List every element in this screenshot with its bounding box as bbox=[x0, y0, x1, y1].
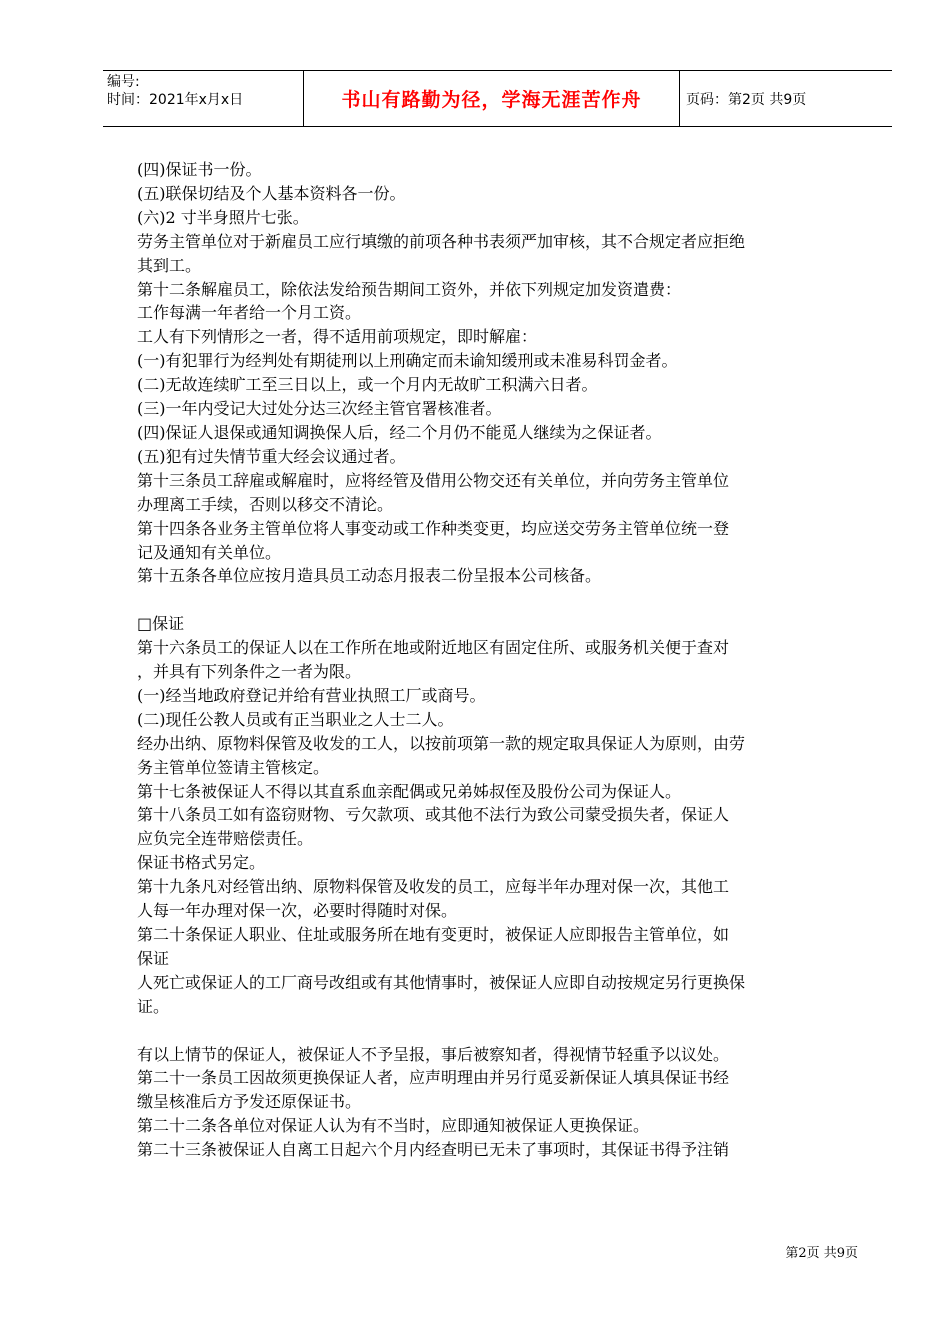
body-line: 办理离工手续，否则以移交不清论。 bbox=[137, 494, 394, 514]
body-line: 工人有下列情形之一者，得不适用前项规定，即时解雇： bbox=[137, 327, 538, 347]
body-line: 第二十三条被保证人自离工日起六个月内经查明已无未了事项时，其保证书得予注销 bbox=[137, 1140, 730, 1160]
page-header bbox=[103, 70, 892, 127]
body-line: (三)一年内受记大过处分达三次经主管官署核准者。 bbox=[137, 399, 502, 419]
body-line: 缴呈核准后方予发还原保证书。 bbox=[137, 1092, 362, 1112]
body-line: 第十九条凡对经管出纳、原物料保管及收发的员工，应每半年办理对保一次，其他工 bbox=[137, 877, 730, 897]
body-line: ，并具有下列条件之一者为限。 bbox=[137, 662, 362, 682]
body-line: 第十二条解雇员工，除依法发给预告期间工资外，并依下列规定加发资遣费： bbox=[137, 279, 682, 299]
header-page-info: 页码：第2页 共9页 bbox=[686, 91, 807, 108]
body-line: (一)有犯罪行为经判处有期徒刑以上刑确定而未谕知缓刑或未准易科罚金者。 bbox=[137, 351, 678, 371]
body-line: 第二十二条各单位对保证人认为有不当时，应即通知被保证人更换保证。 bbox=[137, 1116, 650, 1136]
header-motto: 书山有路勤为径，学海无涯苦作舟 bbox=[304, 71, 680, 126]
body-line: 有以上情节的保证人，被保证人不予呈报，事后被察知者，得视情节轻重予以议处。 bbox=[137, 1044, 730, 1064]
body-line: 其到工。 bbox=[137, 255, 202, 275]
body-line: 人死亡或保证人的工厂商号改组或有其他情事时，被保证人应即自动按规定另行更换保 bbox=[137, 972, 746, 992]
body-line: 第十八条员工如有盗窃财物、亏欠款项、或其他不法行为致公司蒙受损失者，保证人 bbox=[137, 805, 730, 825]
body-line: 工作每满一年者给一个月工资。 bbox=[137, 303, 362, 323]
body-line: □保证 bbox=[137, 614, 185, 634]
blank-line bbox=[137, 588, 857, 612]
page-footer: 第2页 共9页 bbox=[785, 1246, 858, 1261]
body-line: (四)保证书一份。 bbox=[137, 160, 262, 179]
body-line: (六)2 寸半身照片七张。 bbox=[137, 207, 309, 227]
body-line: 务主管单位签请主管核定。 bbox=[137, 757, 330, 777]
document-time-label: 时间：2021年x月x日 bbox=[107, 92, 244, 108]
body-line: 人每一年办理对保一次，必要时得随时对保。 bbox=[137, 901, 458, 921]
body-line: 记及通知有关单位。 bbox=[137, 542, 282, 562]
document-number-label: 编号: bbox=[107, 74, 140, 90]
body-line: 保证 bbox=[137, 948, 170, 968]
blank-line bbox=[137, 1019, 857, 1043]
header-meta-cell bbox=[103, 71, 304, 126]
body-line: (五)联保切结及个人基本资料各一份。 bbox=[137, 183, 406, 203]
body-line: 第十五条各单位应按月造具员工动态月报表二份呈报本公司核备。 bbox=[137, 566, 602, 586]
body-line: (五)犯有过失情节重大经会议通过者。 bbox=[137, 446, 406, 466]
document-body bbox=[137, 158, 857, 1162]
body-line: 经办出纳、原物料保管及收发的工人，以按前项第一款的规定取具保证人为原则，由劳 bbox=[137, 733, 746, 753]
body-line: (二)无故连续旷工至三日以上，或一个月内无故旷工积满六日者。 bbox=[137, 375, 598, 395]
body-line: (一)经当地政府登记并给有营业执照工厂或商号。 bbox=[137, 685, 486, 705]
body-line: 第十三条员工辞雇或解雇时，应将经管及借用公物交还有关单位，并向劳务主管单位 bbox=[137, 470, 730, 490]
body-line: 保证书格式另定。 bbox=[137, 853, 266, 873]
body-line: (四)保证人退保或通知调换保人后，经二个月仍不能觅人继续为之保证者。 bbox=[137, 422, 662, 442]
body-line: 证。 bbox=[137, 996, 170, 1016]
body-line: 第二十一条员工因故须更换保证人者，应声明理由并另行觅妥新保证人填具保证书经 bbox=[137, 1068, 730, 1088]
body-line: 第二十条保证人职业、住址或服务所在地有变更时，被保证人应即报告主管单位，如 bbox=[137, 924, 730, 944]
body-line: 第十七条被保证人不得以其直系血亲配偶或兄弟姊叔侄及股份公司为保证人。 bbox=[137, 781, 682, 801]
body-line: 劳务主管单位对于新雇员工应行填缴的前项各种书表须严加审核，其不合规定者应拒绝 bbox=[137, 231, 746, 251]
body-line: 应负完全连带赔偿责任。 bbox=[137, 829, 314, 849]
body-line: (二)现任公教人员或有正当职业之人士二人。 bbox=[137, 709, 454, 729]
body-line: 第十四条各业务主管单位将人事变动或工作种类变更，均应送交劳务主管单位统一登 bbox=[137, 518, 730, 538]
body-line: 第十六条员工的保证人以在工作所在地或附近地区有固定住所、或服务机关便于查对 bbox=[137, 638, 730, 658]
